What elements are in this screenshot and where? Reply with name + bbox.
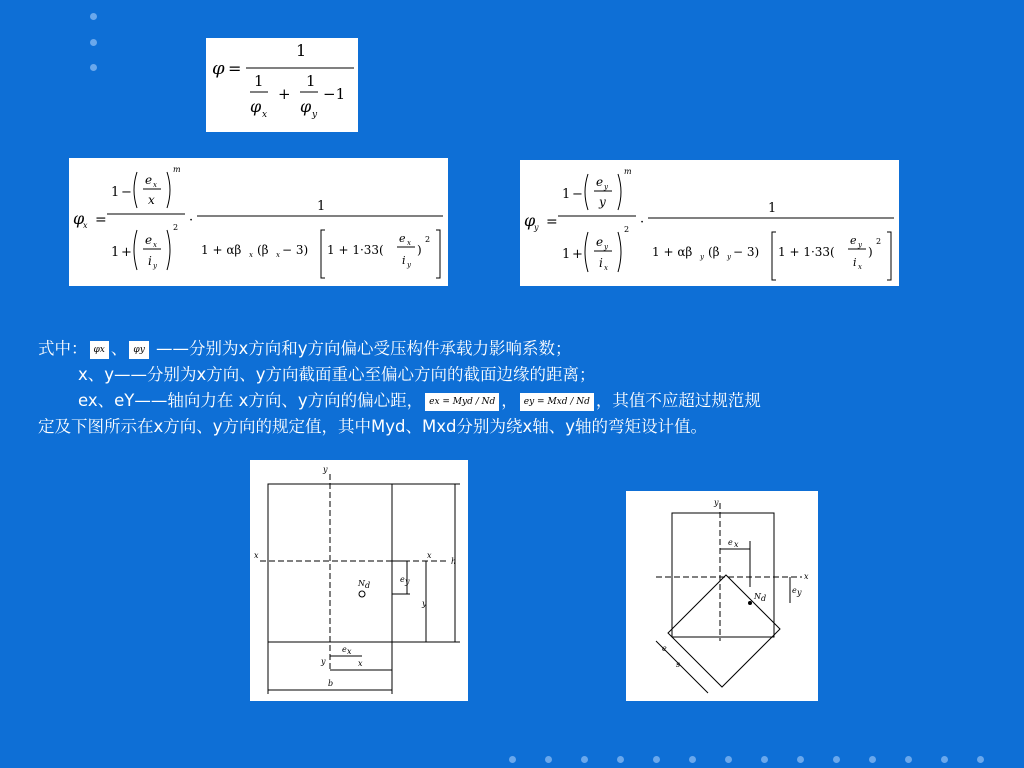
- explanation-line-1: [38, 336, 988, 362]
- formula-symbol: φ: [212, 58, 225, 79]
- formula-symbol: x: [407, 239, 411, 247]
- decor-dot: [90, 39, 97, 46]
- formula-phi-y: [520, 160, 899, 286]
- figure-label: y: [714, 498, 719, 507]
- formula-symbol: 2: [425, 235, 431, 244]
- symbol-phi-y: φy: [129, 341, 148, 359]
- formula-symbol: y: [700, 253, 704, 261]
- symbol-phi-x: φx: [90, 341, 109, 359]
- figure-label: e: [400, 575, 405, 584]
- decor-dot: [797, 756, 804, 763]
- decor-dot: [653, 756, 660, 763]
- formula-symbol: y: [599, 195, 606, 209]
- formula-symbol: 1: [296, 41, 307, 60]
- figure-label: e: [662, 644, 667, 653]
- equation-ex: ex = Myd / Nd: [425, 393, 499, 411]
- figure-label: e: [342, 645, 347, 654]
- decor-dot: [90, 64, 97, 71]
- formula-symbol: 1 + αβ: [652, 245, 693, 259]
- decor-dot: [905, 756, 912, 763]
- formula-symbol: 1 + αβ: [201, 243, 242, 257]
- formula-symbol: m: [624, 167, 632, 176]
- explanation-line-4: 定及下图所示在x方向、y方向的规定值，其中Myd、Mxd分别为绕x轴、y轴的弯矩设计值。: [38, 417, 708, 436]
- formula-symbol: =: [228, 59, 242, 78]
- figure-label: d: [365, 581, 371, 590]
- explanation-line-3: [38, 388, 988, 414]
- figure-label: x: [734, 540, 739, 549]
- formula-symbol: 1 + 1·33(: [327, 243, 384, 257]
- formula-symbol: y: [407, 261, 411, 269]
- formula-symbol: (β: [257, 243, 269, 257]
- formula-phi-x: [69, 158, 448, 286]
- formula-symbol: y: [312, 110, 318, 120]
- decor-dot: [689, 756, 696, 763]
- formula-symbol: ·: [640, 215, 645, 230]
- decor-dot: [617, 756, 624, 763]
- figure-label: x: [358, 659, 363, 668]
- formula-symbol: (β: [708, 245, 720, 259]
- figure-label: x: [804, 572, 809, 581]
- explanation-line-2: x、y——分别为x方向、y方向截面重心至偏心方向的截面边缘的距离；: [78, 365, 596, 384]
- figure-label: N: [358, 579, 365, 588]
- formula-symbol: x: [153, 181, 157, 189]
- decor-dot: [761, 756, 768, 763]
- decor-dot: [725, 756, 732, 763]
- formula-symbol: e: [850, 234, 857, 247]
- decor-dot: [869, 756, 876, 763]
- formula-symbol: 1: [111, 185, 120, 200]
- formula-symbol: e: [596, 175, 604, 189]
- formula-symbol: 2: [876, 237, 882, 246]
- text-segment: ——分别为x方向和y方向偏心受压构件承载力影响系数；: [156, 339, 572, 358]
- decor-dot: [833, 756, 840, 763]
- figure-label: y: [422, 599, 427, 608]
- formula-symbol: i: [853, 256, 857, 269]
- formula-symbol: 2: [624, 225, 630, 234]
- formula-symbol: φ: [73, 209, 85, 228]
- figure-label: s: [676, 660, 681, 669]
- formula-symbol: x: [276, 251, 280, 259]
- formula-symbol: x: [858, 263, 862, 271]
- formula-symbol: y: [604, 243, 608, 251]
- figure-label: d: [761, 594, 767, 603]
- text-segment: ex、eY——轴向力在 x方向、y方向的偏心距，: [78, 391, 424, 410]
- formula-symbol: φ: [524, 211, 536, 230]
- figure-label: e: [728, 538, 733, 547]
- formula-symbol: ·: [189, 213, 194, 228]
- decor-dot: [941, 756, 948, 763]
- formula-symbol: − 3): [282, 243, 309, 257]
- formula-symbol: e: [145, 173, 153, 187]
- formula-symbol: x: [249, 251, 253, 259]
- formula-symbol: +: [278, 85, 291, 103]
- text-segment: 、: [110, 339, 128, 358]
- figure-label: y: [321, 657, 326, 666]
- text-segment: 式中：: [38, 339, 88, 358]
- formula-symbol: y: [727, 253, 731, 261]
- equation-ey: ey = Mxd / Nd: [520, 393, 594, 411]
- figure-label: y: [323, 465, 328, 474]
- figure-label: b: [328, 679, 334, 688]
- decor-dot: [509, 756, 516, 763]
- formula-symbol: 1 + 1·33(: [778, 245, 835, 259]
- formula-symbol: i: [402, 254, 406, 267]
- figure-label: x: [347, 647, 352, 656]
- formula-symbol: i: [599, 256, 603, 270]
- figure-label: x: [427, 551, 432, 560]
- formula-symbol: x: [148, 193, 155, 207]
- formula-symbol: x: [604, 264, 608, 272]
- formula-symbol: y: [858, 241, 862, 249]
- figure-label: x: [254, 551, 259, 560]
- formula-symbol: x: [153, 241, 157, 249]
- formula-symbol: y: [534, 223, 539, 232]
- formula-symbol: 1: [254, 72, 264, 90]
- formula-symbol: y: [153, 262, 157, 270]
- text-segment: ，其值不应超过规范规: [595, 391, 761, 410]
- formula-symbol: =: [95, 212, 107, 228]
- text-segment: ，: [501, 391, 518, 410]
- decor-dot: [90, 13, 97, 20]
- figure-label: y: [405, 577, 410, 586]
- formula-symbol: +: [121, 245, 132, 260]
- section-figure-rotated: [626, 491, 818, 701]
- formula-symbol: m: [173, 165, 181, 174]
- formula-symbol: 1: [562, 187, 571, 202]
- formula-symbol: 1: [768, 201, 777, 216]
- formula-symbol: x: [83, 221, 88, 230]
- formula-symbol: ): [868, 245, 873, 259]
- formula-symbol: 1: [306, 72, 316, 90]
- formula-symbol: ): [417, 243, 422, 257]
- formula-symbol: 2: [173, 223, 179, 232]
- section-figure-x: [250, 460, 468, 701]
- formula-symbol: −1: [323, 85, 346, 103]
- decor-dot: [581, 756, 588, 763]
- figure-label: y: [797, 588, 802, 597]
- formula-symbol: −: [572, 187, 583, 202]
- decor-dot: [545, 756, 552, 763]
- formula-symbol: e: [145, 233, 153, 247]
- formula-symbol: 1: [111, 245, 120, 260]
- formula-phi-main: [206, 38, 358, 132]
- figure-label: e: [792, 586, 797, 595]
- formula-symbol: 1: [562, 247, 571, 262]
- formula-symbol: y: [604, 183, 608, 191]
- decor-dot: [977, 756, 984, 763]
- formula-symbol: +: [572, 247, 583, 262]
- figure-label: h: [451, 557, 457, 566]
- formula-symbol: φ: [250, 97, 262, 116]
- formula-symbol: e: [399, 232, 406, 245]
- formula-symbol: φ: [300, 97, 312, 116]
- formula-symbol: i: [148, 254, 152, 268]
- formula-symbol: − 3): [733, 245, 760, 259]
- formula-symbol: −: [121, 185, 132, 200]
- formula-symbol: x: [262, 110, 268, 120]
- figure-label: N: [754, 592, 761, 601]
- formula-symbol: e: [596, 235, 604, 249]
- explanation-text: [38, 336, 988, 440]
- formula-symbol: =: [546, 214, 558, 230]
- formula-symbol: 1: [317, 199, 326, 214]
